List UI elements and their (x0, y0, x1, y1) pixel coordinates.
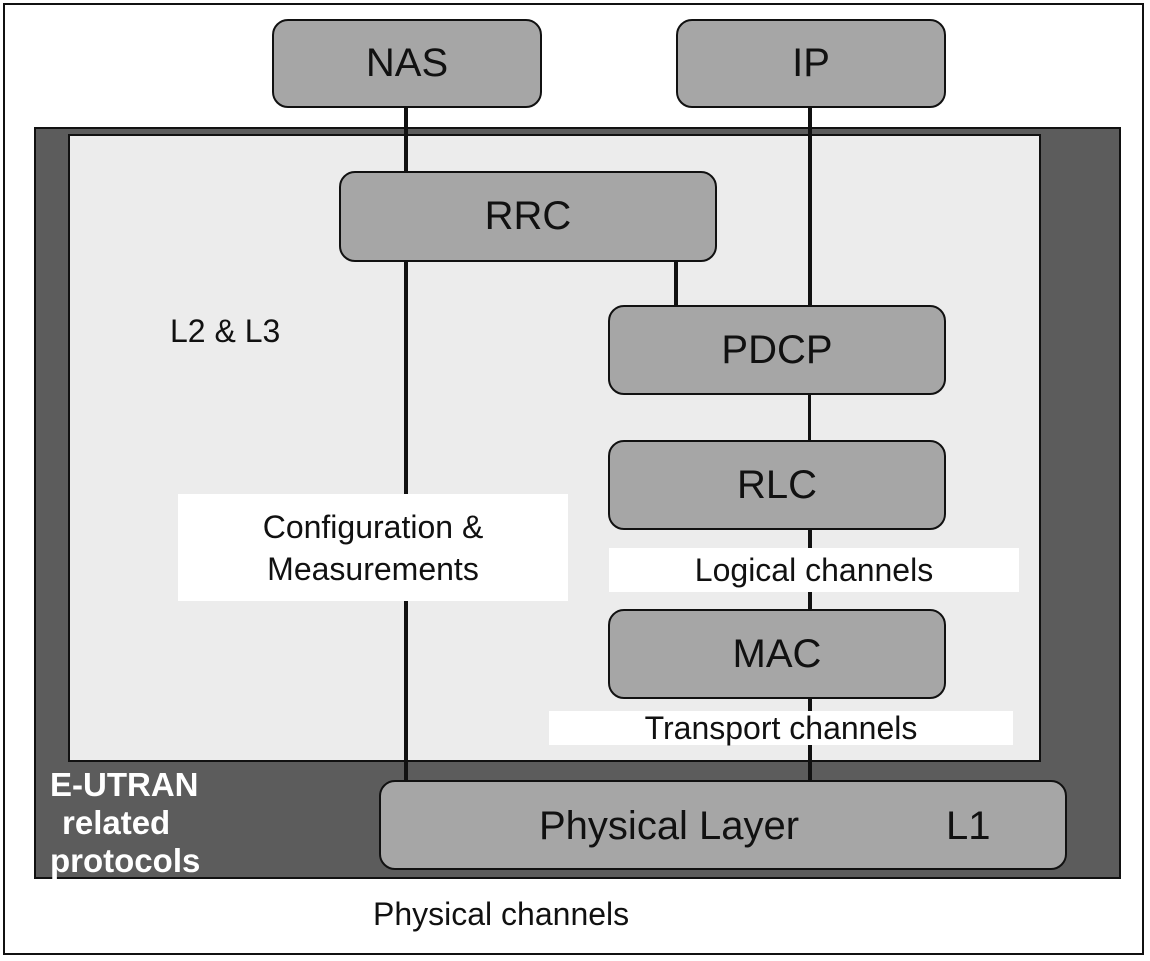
physical-layer-label: Physical Layer (539, 804, 800, 848)
pdcp-label: PDCP (721, 327, 833, 372)
eutran-line-3: protocols (50, 842, 201, 879)
rlc-box (608, 440, 946, 530)
config-line-2: Measurements (267, 550, 479, 587)
logical-channels-label (609, 548, 1019, 592)
connector-rrc-pdcp (674, 259, 678, 308)
rrc-box (339, 171, 717, 262)
pdcp-box (608, 305, 946, 395)
connector-pdcp-rlc (808, 393, 811, 443)
eutran-line-1: E-UTRAN (50, 766, 199, 803)
ip-label: IP (792, 41, 830, 85)
mac-label: MAC (732, 631, 822, 676)
rlc-label: RLC (736, 462, 818, 507)
connector-nas-rrc (404, 106, 408, 174)
l2-l3-label: L2 & L3 (170, 313, 281, 349)
ip-box (676, 19, 946, 108)
transport-channels-label (549, 711, 1013, 745)
nas-box (272, 19, 542, 108)
physical-layer-box (379, 780, 1067, 870)
connector-ip-pdcp (808, 106, 812, 308)
rrc-label: RRC (484, 194, 572, 238)
mac-box (608, 609, 946, 699)
nas-label: NAS (365, 41, 449, 85)
eutran-label (50, 766, 200, 880)
logical-channels-text: Logical channels (694, 552, 934, 588)
physical-layer-level: L1 (946, 804, 991, 848)
config-measurements-label (178, 494, 568, 601)
transport-channels-text: Transport channels (644, 710, 918, 746)
eutran-line-2: related (62, 804, 171, 841)
physical-channels-label: Physical channels (373, 896, 630, 932)
config-line-1: Configuration & (262, 508, 484, 545)
